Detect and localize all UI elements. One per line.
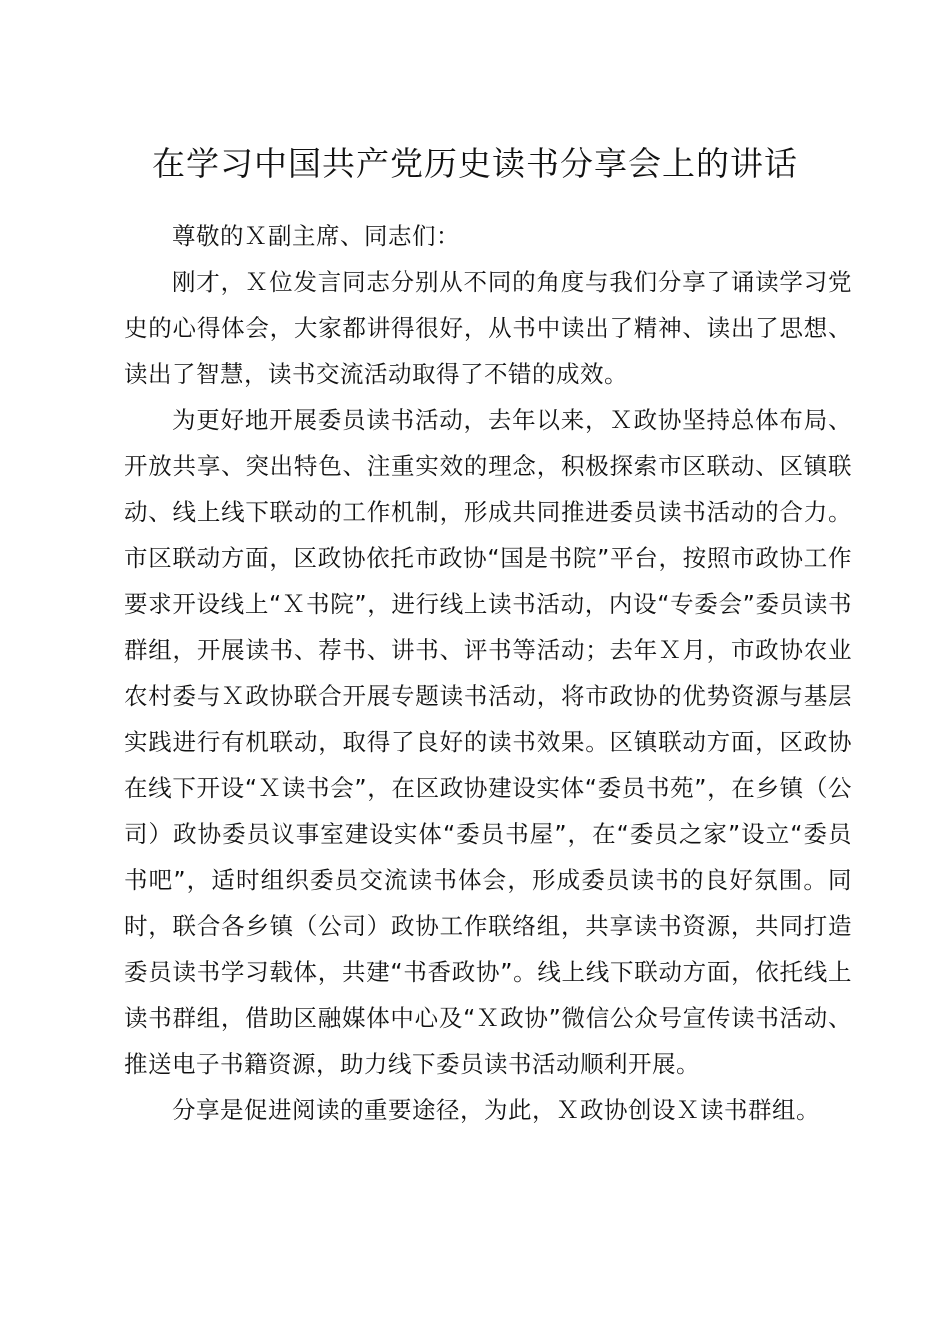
document-title: 在学习中国共产党历史读书分享会上的讲话: [152, 144, 798, 183]
paragraph-3: 分享是促进阅读的重要途径，为此，Ｘ政协创设Ｘ读书群组。: [172, 1096, 820, 1124]
document-body: [124, 213, 852, 1133]
salutation: 尊敬的Ｘ副主席、同志们：: [172, 222, 460, 250]
paragraph-2: 为更好地开展委员读书活动，去年以来，Ｘ政协坚持总体布局、开放共享、突出特色、注重实效的理念，积极探索市区联动、区镇联动、线上线下联动的工作机制，形成共同推进委员读书活动的合力。市区联动方面，区政协依托市政协“国是书院”平台，按照市政协工作要求开设线上“Ｘ书院”，进行线上读书活动，内设“专委会”委员读书群组，开展读书、荐书、讲书、评书等活动；去年Ｘ月，市政协农业农村委与Ｘ政协联合开展专题读书活动，将市政协的优势资源与基层实践进行有机联动，取得了良好的读书效果。区镇联动方面，区政协在线下开设“Ｘ读书会”，在区政协建设实体“委员书苑”，在乡镇（公司）政协委员议事室建设实体“委员书屋”，在“委员之家”设立“委员书吧”，适时组织委员交流读书体会，形成委员读书的良好氛围。同时，联合各乡镇（公司）政协工作联络组，共享读书资源，共同打造委员读书学习载体，共建“书香政协”。线上线下联动方面，依托线上读书群组，借助区融媒体中心及“Ｘ政协”微信公众号宣传读书活动、推送电子书籍资源，助力线下委员读书活动顺利开展。: [124, 406, 852, 1078]
paragraph-1: 刚才，Ｘ位发言同志分别从不同的角度与我们分享了诵读学习党史的心得体会，大家都讲得很好，从书中读出了精神、读出了思想、读出了智慧，读书交流活动取得了不错的成效。: [124, 268, 852, 388]
